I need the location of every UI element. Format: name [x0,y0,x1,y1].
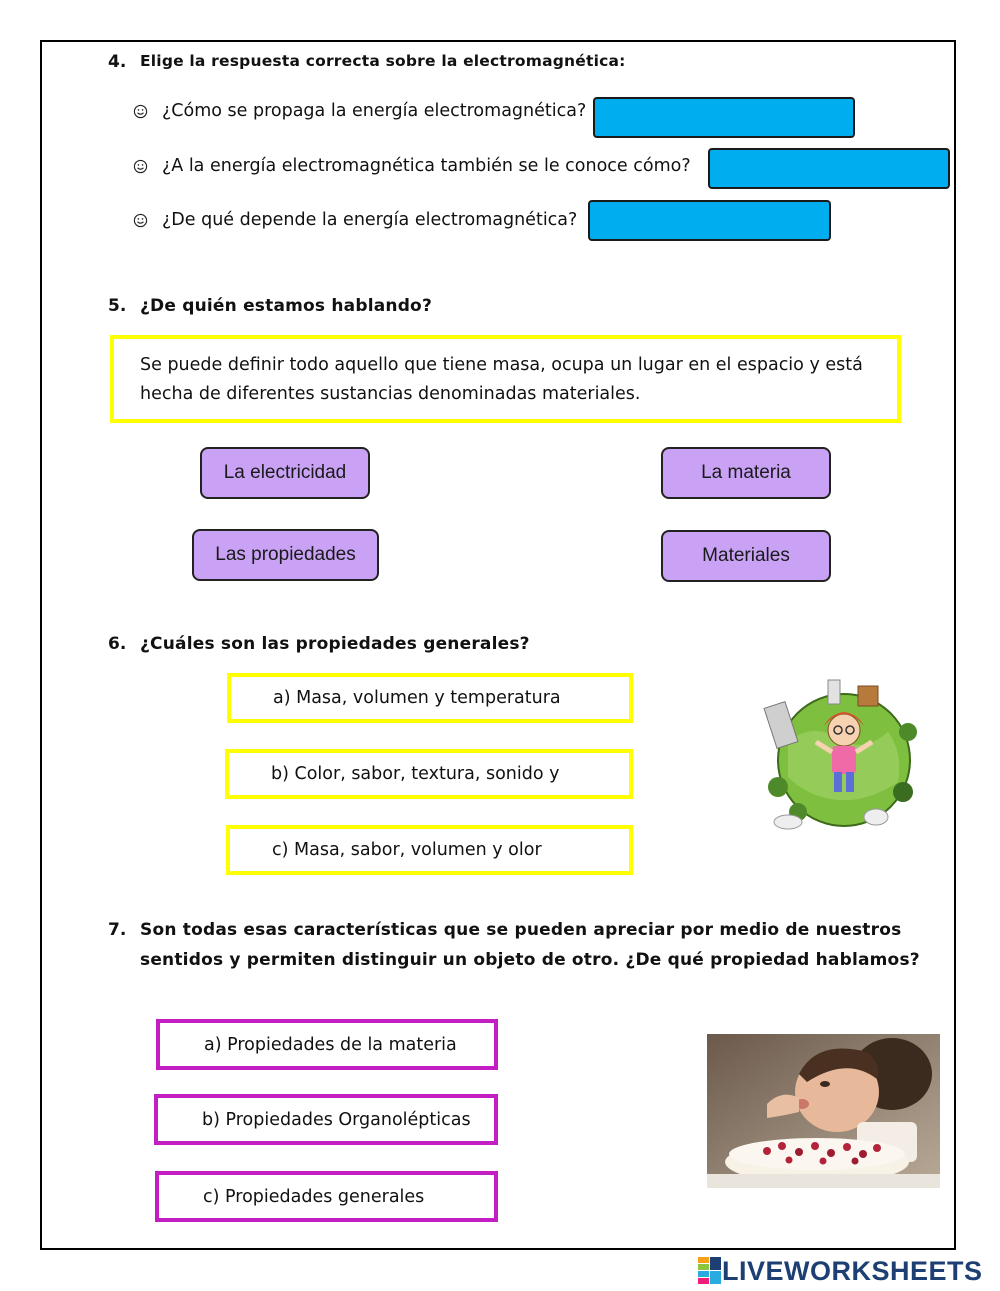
q4-item-3 [133,210,577,230]
smiley-icon [133,159,148,174]
q4-answer-input-1[interactable] [593,97,855,138]
q4-answer-input-3[interactable] [588,200,831,241]
child-eating-cake-photo [707,1034,940,1188]
q5-option-materials[interactable]: Materiales [661,530,831,582]
q7-option-c[interactable]: c) Propiedades generales [155,1171,498,1222]
q6-option-c[interactable]: c) Masa, sabor, volumen y olor [226,825,633,875]
smiley-icon [133,213,148,228]
q6-option-a[interactable]: a) Masa, volumen y temperatura [227,673,633,723]
liveworksheets-logo[interactable] [698,1256,983,1286]
q5-number: 5. [108,296,127,316]
q6-number: 6. [108,634,127,654]
q5-option-matter[interactable]: La materia [661,447,831,499]
q5-option-electricity[interactable]: La electricidad [200,447,370,499]
q5-definition-line-2: hecha de diferentes sustancias denominadas materiales. [140,384,641,404]
q4-item-1 [133,101,586,121]
q4-number: 4. [108,52,127,72]
q4-question-2: ¿A la energía electromagnética también se le conoce cómo? [162,156,691,176]
liveworksheets-brand-text: LIVEWORKSHEETS [722,1256,983,1286]
q5-definition-line-1: Se puede definir todo aquello que tiene masa, ocupa un lugar en el espacio y está [140,355,863,375]
q5-option-properties[interactable]: Las propiedades [192,529,379,581]
smiley-icon [133,104,148,119]
liveworksheets-logo-icon [698,1257,722,1285]
q6-option-b[interactable]: b) Color, sabor, textura, sonido y [225,749,633,799]
earth-kid-illustration [758,672,930,838]
q5-title: ¿De quién estamos hablando? [140,296,433,316]
q4-item-2 [133,156,691,176]
q7-option-b[interactable]: b) Propiedades Organolépticas [154,1094,498,1145]
q7-title-line-1: Son todas esas características que se pueden apreciar por medio de nuestros [140,920,902,940]
q4-answer-input-2[interactable] [708,148,950,189]
q4-title: Elige la respuesta correcta sobre la electromagnética: [140,52,626,70]
q4-question-1: ¿Cómo se propaga la energía electromagnética? [162,101,587,121]
q7-title-line-2: sentidos y permiten distinguir un objeto de otro. ¿De qué propiedad hablamos? [140,950,920,970]
q6-title: ¿Cuáles son las propiedades generales? [140,634,530,654]
q7-number: 7. [108,920,127,940]
q7-option-a[interactable]: a) Propiedades de la materia [156,1019,498,1070]
q4-question-3: ¿De qué depende la energía electromagnética? [162,210,578,230]
